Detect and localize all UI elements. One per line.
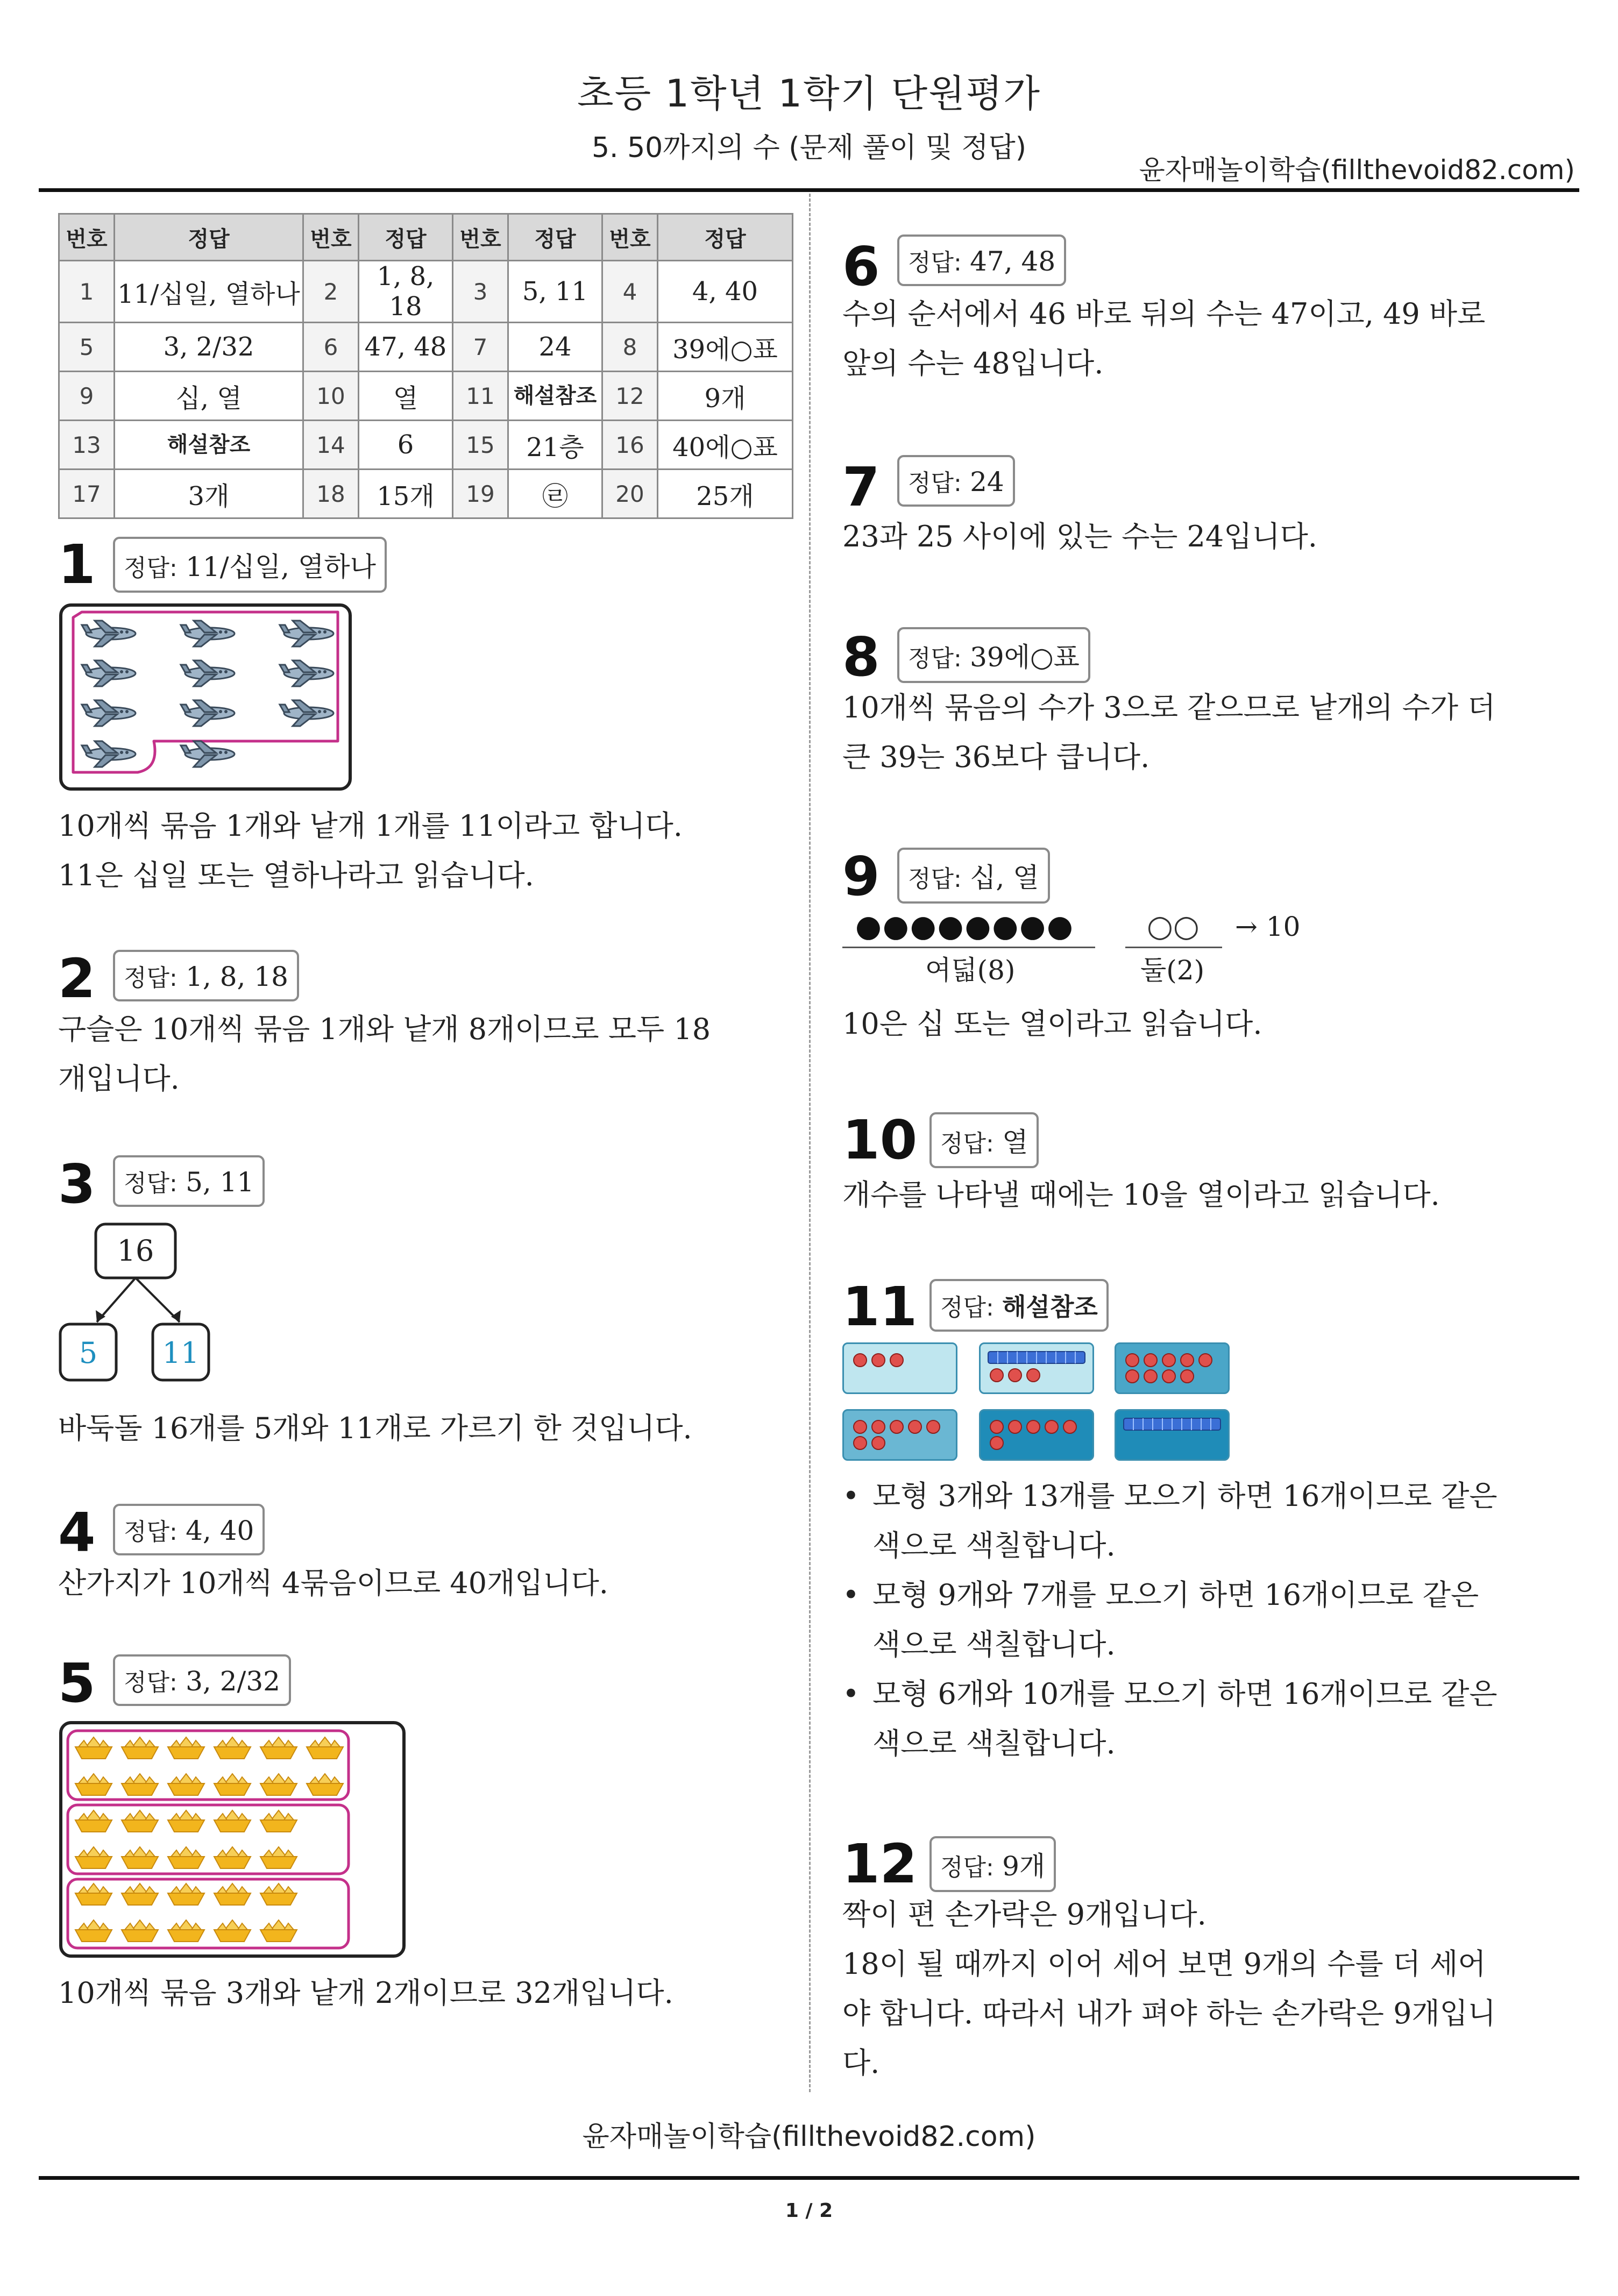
airplane-icon (178, 697, 242, 729)
problem-11-bullets (842, 1472, 1498, 1768)
problem-9-explanation (842, 999, 1262, 1049)
row-answer: ㉣ (508, 470, 602, 518)
airplane-icon (276, 657, 341, 689)
explanation-line: 23과 25 사이에 있는 수는 24입니다. (842, 520, 1317, 553)
row-number: 20 (602, 470, 658, 518)
row-number: 5 (59, 323, 115, 372)
explanation-line: 큰 39는 36보다 큽니다. (842, 740, 1150, 774)
row-answer: 4, 40 (658, 261, 793, 323)
bullet-line: 모형 3개와 13개를 모으기 하면 16개이므로 같은 (872, 1479, 1498, 1513)
problem-7-answer: 24 (970, 466, 1004, 497)
explanation-line: 11은 십일 또는 열하나라고 읽습니다. (58, 858, 534, 892)
row-number: 8 (602, 323, 658, 372)
row-answer: 25개 (658, 470, 793, 518)
paper-boat-icon (306, 1736, 344, 1761)
paper-boat-icon (213, 1846, 252, 1871)
row-number: 13 (59, 421, 115, 470)
block-model-tile (1115, 1342, 1230, 1394)
bullet-item: • 모형 3개와 13개를 모으기 하면 16개이므로 같은 색으로 색칠합니다. (842, 1472, 1498, 1570)
airplane-icon (178, 738, 242, 770)
problem-6-answer: 47, 48 (970, 246, 1056, 277)
header-answer: 정답 (658, 214, 793, 261)
problem-7-number: 7 (842, 456, 880, 518)
table-row (59, 470, 793, 518)
table-row (59, 421, 793, 470)
problem-2-explanation (58, 1005, 711, 1104)
problem-8-answer-box (897, 627, 1090, 683)
answer-label: 정답: (908, 645, 962, 672)
problem-3-number: 3 (58, 1153, 96, 1215)
arrow-head-left (96, 1310, 105, 1322)
paper-boat-icon (213, 1919, 252, 1944)
problem-12-number: 12 (842, 1832, 918, 1895)
site-credit-bottom: 윤자매놀이학습(fillthevoid82.com) (582, 2121, 1036, 2153)
paper-boat-icon (213, 1809, 252, 1834)
footer-rule (39, 2176, 1579, 2180)
answer-label: 정답: (908, 865, 962, 893)
block-model-tile (1115, 1409, 1230, 1461)
bullet-line: 색으로 색칠합니다. (872, 1627, 1116, 1661)
bullet-line: 모형 9개와 7개를 모으기 하면 16개이므로 같은 (872, 1578, 1479, 1612)
explanation-line: 앞의 수는 48입니다. (842, 346, 1104, 380)
header-rule (39, 188, 1579, 192)
row-number: 1 (59, 261, 115, 323)
split-tree-diagram (58, 1222, 230, 1399)
problem-10-answer: 열 (1002, 1127, 1028, 1158)
header-answer: 정답 (115, 214, 303, 261)
airplane-figure (59, 603, 352, 791)
paper-boat-icon (213, 1773, 252, 1797)
header-number: 번호 (453, 214, 508, 261)
row-number: 19 (453, 470, 508, 518)
problem-4-number: 4 (58, 1501, 96, 1564)
row-number: 17 (59, 470, 115, 518)
table-row (59, 372, 793, 421)
paper-boat-icon (120, 1809, 159, 1834)
page-number: 1 / 2 (785, 2200, 833, 2222)
explanation-line: 개입니다. (58, 1062, 180, 1096)
problem-11-answer: 해설참조 (1002, 1292, 1098, 1321)
row-answer: 열 (359, 372, 453, 421)
paper-boat-icon (167, 1809, 205, 1834)
problem-3-answer-box (113, 1155, 265, 1207)
problem-4-answer: 4, 40 (186, 1515, 254, 1546)
explanation-line: 다. (842, 2046, 880, 2080)
problem-7-explanation (842, 512, 1317, 561)
answer-label: 정답: (124, 1170, 178, 1197)
explanation-line: 바둑돌 16개를 5개와 11개로 가르기 한 것입니다. (58, 1411, 692, 1445)
row-answer: 해설참조 (508, 372, 602, 421)
problem-5-number: 5 (58, 1652, 96, 1715)
paper-boat-icon (74, 1846, 113, 1871)
answer-table-header (59, 214, 793, 261)
paper-boat-icon (120, 1773, 159, 1797)
answer-label: 정답: (908, 470, 962, 497)
answer-label: 정답: (908, 249, 962, 276)
paper-boat-icon (74, 1809, 113, 1834)
problem-6-explanation (842, 289, 1485, 388)
paper-boat-icon (120, 1736, 159, 1761)
paper-boat-icon (259, 1919, 298, 1944)
airplane-icon (79, 617, 143, 650)
tree-right-value: 11 (162, 1336, 200, 1370)
problem-9-number: 9 (842, 845, 880, 908)
problem-5-explanation (58, 1968, 673, 2018)
problem-3-explanation (58, 1404, 692, 1453)
explanation-line: 10개씩 묶음 1개와 낱개 1개를 11이라고 합니다. (58, 809, 683, 843)
row-answer: 40에○표 (658, 421, 793, 470)
problem-10-explanation (842, 1170, 1440, 1220)
paper-boat-icon (167, 1882, 205, 1907)
paper-boat-icon (74, 1882, 113, 1907)
answer-label: 정답: (940, 1130, 994, 1157)
paper-boat-icon (74, 1736, 113, 1761)
header-answer: 정답 (508, 214, 602, 261)
row-number: 6 (303, 323, 359, 372)
airplane-icon (178, 617, 242, 650)
row-answer: 21층 (508, 421, 602, 470)
airplane-icon (276, 697, 341, 729)
row-answer: 십, 열 (115, 372, 303, 421)
header-number: 번호 (303, 214, 359, 261)
page-title: 초등 1학년 1학기 단원평가 (577, 72, 1041, 116)
airplane-icon (276, 617, 341, 650)
problem-2-answer: 1, 8, 18 (186, 961, 288, 992)
tree-left-value: 5 (79, 1336, 98, 1370)
block-model-tile (979, 1409, 1094, 1461)
dots-underline-left (842, 947, 1095, 948)
paper-boat-icon (167, 1846, 205, 1871)
paper-boat-icon (259, 1846, 298, 1871)
bullet-item: • 모형 9개와 7개를 모으기 하면 16개이므로 같은 색으로 색칠합니다. (842, 1570, 1498, 1669)
table-row (59, 261, 793, 323)
paper-boat-icon (74, 1919, 113, 1944)
paper-boat-icon (120, 1919, 159, 1944)
row-number: 14 (303, 421, 359, 470)
problem-6-number: 6 (842, 235, 880, 298)
header-number: 번호 (602, 214, 658, 261)
filled-dots: ●●●●●●●● (855, 909, 1074, 944)
paper-boat-icon (167, 1919, 205, 1944)
row-answer: 11/십일, 열하나 (115, 261, 303, 323)
problem-2-number: 2 (58, 947, 96, 1010)
arrow-head-right (171, 1310, 181, 1322)
problem-8-number: 8 (842, 625, 880, 688)
explanation-line: 수의 순서에서 46 바로 뒤의 수는 47이고, 49 바로 (842, 297, 1486, 331)
answer-label: 정답: (124, 1518, 178, 1546)
paper-boat-icon (120, 1846, 159, 1871)
airplane-icon (79, 697, 143, 729)
row-answer: 24 (508, 323, 602, 372)
problem-7-answer-box (897, 455, 1015, 507)
airplane-icon (178, 657, 242, 689)
table-row (59, 323, 793, 372)
label-eight: 여덟(8) (925, 955, 1016, 986)
dots-underline-right (1125, 947, 1222, 948)
paper-boat-icon (259, 1809, 298, 1834)
answer-table (58, 213, 793, 519)
answer-label: 정답: (940, 1294, 994, 1321)
row-answer: 5, 11 (508, 261, 602, 323)
problem-3-answer: 5, 11 (186, 1167, 254, 1198)
row-number: 9 (59, 372, 115, 421)
bullet-line: 색으로 색칠합니다. (872, 1726, 1116, 1760)
problem-1-answer-box (113, 537, 387, 593)
arrow-result: → 10 (1235, 911, 1301, 942)
row-answer: 해설참조 (115, 421, 303, 470)
problem-5-answer-box (113, 1654, 291, 1706)
column-divider (809, 194, 811, 2092)
problem-4-answer-box (113, 1504, 265, 1555)
block-model-tile (842, 1342, 957, 1394)
row-number: 7 (453, 323, 508, 372)
label-two: 둘(2) (1140, 955, 1205, 986)
empty-dots: ○○ (1147, 909, 1200, 944)
paper-boat-icon (167, 1773, 205, 1797)
problem-8-explanation (842, 683, 1495, 782)
paper-boat-icon (167, 1736, 205, 1761)
answer-label: 정답: (940, 1854, 994, 1881)
row-number: 11 (453, 372, 508, 421)
problem-9-answer-box (897, 848, 1050, 904)
explanation-line: 18이 될 때까지 이어 세어 보면 9개의 수를 더 세어 (842, 1947, 1486, 1981)
problem-11-answer-box (929, 1279, 1109, 1332)
explanation-line: 야 합니다. 따라서 내가 펴야 하는 손가락은 9개입니 (842, 1996, 1496, 2030)
row-number: 3 (453, 261, 508, 323)
row-number: 2 (303, 261, 359, 323)
answer-label: 정답: (124, 555, 178, 582)
row-answer: 15개 (359, 470, 453, 518)
answer-label: 정답: (124, 1669, 178, 1696)
explanation-line: 10은 십 또는 열이라고 읽습니다. (842, 1007, 1262, 1041)
airplane-icon (79, 657, 143, 689)
problem-10-answer-box (929, 1112, 1039, 1168)
bullet-item: • 모형 6개와 10개를 모으기 하면 16개이므로 같은 색으로 색칠합니다. (842, 1669, 1498, 1768)
paper-boat-icon (259, 1882, 298, 1907)
explanation-line: 개수를 나타낼 때에는 10을 열이라고 읽습니다. (842, 1178, 1440, 1212)
block-model-tile (842, 1409, 957, 1461)
site-credit-top: 윤자매놀이학습(fillthevoid82.com) (1139, 154, 1575, 186)
explanation-line: 구슬은 10개씩 묶음 1개와 낱개 8개이므로 모두 18 (58, 1012, 711, 1046)
row-number: 12 (602, 372, 658, 421)
tree-top-value: 16 (117, 1234, 154, 1268)
header-number: 번호 (59, 214, 115, 261)
row-answer: 3, 2/32 (115, 323, 303, 372)
problem-8-answer: 39에○표 (970, 642, 1080, 673)
airplane-icon (79, 738, 143, 770)
problem-11-number: 11 (842, 1275, 918, 1338)
explanation-line: 10개씩 묶음 3개와 낱개 2개이므로 32개입니다. (58, 1976, 673, 2010)
problem-1-explanation (58, 801, 683, 900)
header-answer: 정답 (359, 214, 453, 261)
problem-4-explanation (58, 1559, 608, 1608)
row-number: 10 (303, 372, 359, 421)
paper-boat-icon (306, 1773, 344, 1797)
explanation-line: 10개씩 묶음의 수가 3으로 같으므로 낱개의 수가 더 (842, 691, 1496, 724)
problem-12-answer: 9개 (1002, 1851, 1046, 1882)
paper-boat-icon (120, 1882, 159, 1907)
problem-1-number: 1 (58, 533, 96, 596)
paper-boat-icon (213, 1882, 252, 1907)
paper-boat-icon (74, 1773, 113, 1797)
explanation-line: 짝이 편 손가락은 9개입니다. (842, 1897, 1207, 1931)
row-answer: 39에○표 (658, 323, 793, 372)
row-answer: 1, 8, 18 (359, 261, 453, 323)
problem-12-answer-box (929, 1836, 1056, 1892)
paper-boat-figure (59, 1721, 406, 1958)
block-model-tile (979, 1342, 1094, 1394)
problem-6-answer-box (897, 234, 1066, 286)
paper-boat-icon (259, 1736, 298, 1761)
row-answer: 47, 48 (359, 323, 453, 372)
row-answer: 9개 (658, 372, 793, 421)
row-number: 15 (453, 421, 508, 470)
explanation-line: 산가지가 10개씩 4묶음이므로 40개입니다. (58, 1566, 608, 1600)
problem-2-answer-box (113, 950, 299, 1001)
answer-label: 정답: (124, 964, 178, 992)
bullet-line: 색으로 색칠합니다. (872, 1529, 1116, 1562)
page-subtitle: 5. 50까지의 수 (문제 풀이 및 정답) (591, 132, 1027, 164)
bullet-line: 모형 6개와 10개를 모으기 하면 16개이므로 같은 (872, 1677, 1498, 1711)
problem-1-answer: 11/십일, 열하나 (186, 551, 376, 582)
row-answer: 6 (359, 421, 453, 470)
problem-9-answer: 십, 열 (970, 862, 1039, 893)
problem-5-answer: 3, 2/32 (186, 1666, 280, 1697)
row-answer: 3개 (115, 470, 303, 518)
row-number: 16 (602, 421, 658, 470)
row-number: 4 (602, 261, 658, 323)
problem-10-number: 10 (842, 1108, 918, 1171)
row-number: 18 (303, 470, 359, 518)
problem-12-explanation (842, 1890, 1496, 2088)
paper-boat-icon (213, 1736, 252, 1761)
paper-boat-icon (259, 1773, 298, 1797)
